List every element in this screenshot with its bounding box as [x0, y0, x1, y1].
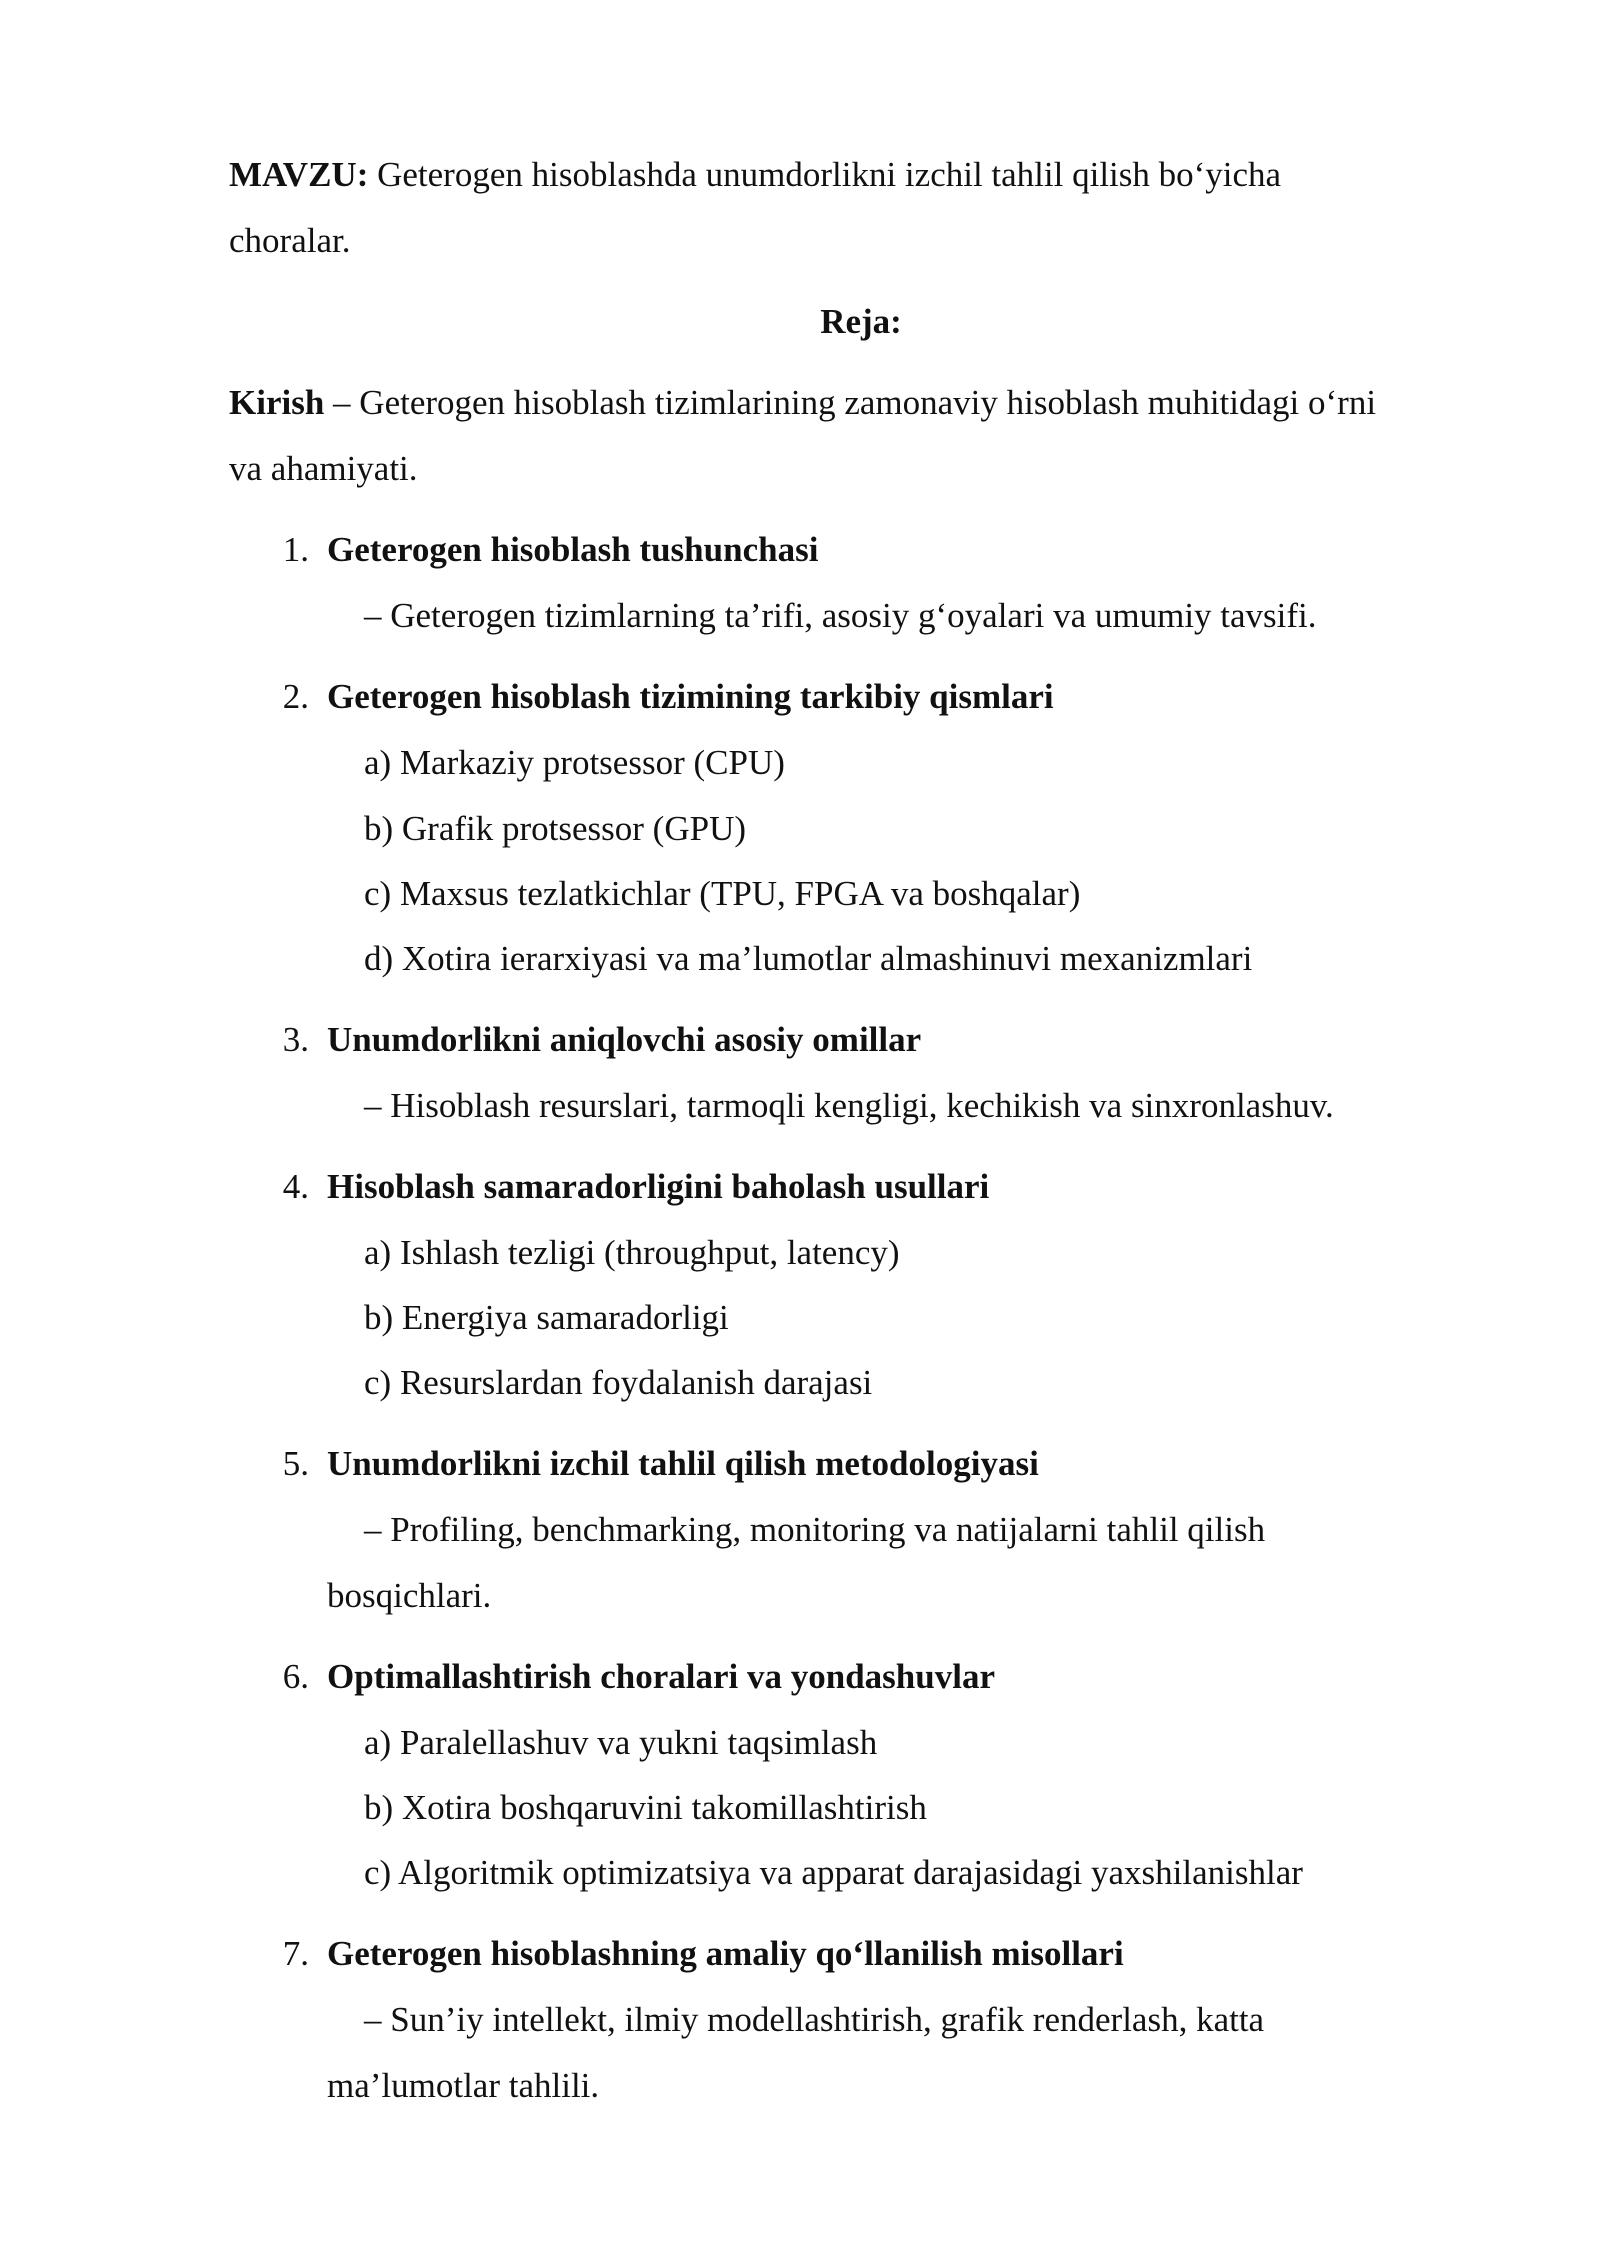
section-3-number: 3. — [282, 1020, 309, 1059]
section-4-item-b: b) Energiya samaradorligi — [364, 1298, 729, 1337]
section-2-item-d: d) Xotira ierarxiyasi va ma’lumotlar almashinuvi mexanizmlari — [364, 939, 1253, 978]
plan-title: Reja: — [820, 302, 902, 341]
section-1-number: 1. — [282, 530, 309, 569]
section-1-item-1: – Geterogen tizimlarning ta’rifi, asosiy g‘oyalari va umumiy tavsifi. — [364, 596, 1317, 635]
section-1-title: Geterogen hisoblash tushunchasi — [327, 530, 819, 569]
section-4-number: 4. — [282, 1167, 309, 1206]
section-7-number: 7. — [282, 1934, 309, 1973]
intro-label: Kirish — [229, 383, 325, 422]
intro-text-line-2: va ahamiyati. — [229, 449, 418, 488]
section-6-number: 6. — [282, 1657, 309, 1696]
section-5-title: Unumdorlikni izchil tahlil qilish metodologiyasi — [327, 1444, 1039, 1483]
section-4-item-a: a) Ishlash tezligi (throughput, latency) — [364, 1233, 900, 1272]
section-4-title: Hisoblash samaradorligini baholash usullari — [327, 1167, 990, 1206]
section-5-item-1: – Profiling, benchmarking, monitoring va natijalarni tahlil qilish — [364, 1510, 1266, 1549]
section-2-number: 2. — [282, 677, 309, 716]
topic-text-line-1: Geterogen hisoblashda unumdorlikni izchil tahlil qilish bo‘yicha — [377, 155, 1282, 194]
section-6-item-b: b) Xotira boshqaruvini takomillashtirish — [364, 1788, 927, 1827]
section-3-title: Unumdorlikni aniqlovchi asosiy omillar — [327, 1020, 922, 1059]
section-5-continuation: bosqichlari. — [327, 1576, 492, 1615]
section-6-title: Optimallashtirish choralari va yondashuvlar — [327, 1657, 995, 1696]
section-6-item-c: c) Algoritmik optimizatsiya va apparat darajasidagi yaxshilanishlar — [364, 1853, 1303, 1892]
topic-text-line-2: choralar. — [229, 221, 351, 260]
section-2-title: Geterogen hisoblash tizimining tarkibiy qismlari — [327, 677, 1054, 716]
section-6-item-a: a) Paralellashuv va yukni taqsimlash — [364, 1723, 878, 1762]
intro-line-1 — [229, 370, 1376, 436]
intro-text-line-1: – Geterogen hisoblash tizimlarining zamonaviy hisoblash muhitidagi o‘rni — [333, 383, 1377, 422]
section-2-item-a: a) Markaziy protsessor (CPU) — [364, 743, 785, 782]
section-2-item-c: c) Maxsus tezlatkichlar (TPU, FPGA va boshqalar) — [364, 874, 1081, 913]
section-7-continuation: ma’lumotlar tahlili. — [327, 2066, 600, 2105]
topic-label: MAVZU: — [229, 155, 369, 194]
section-5-number: 5. — [282, 1444, 309, 1483]
topic-line-1 — [229, 142, 1281, 208]
section-7-title: Geterogen hisoblashning amaliy qo‘llanilish misollari — [327, 1934, 1124, 1973]
section-7-item-1: – Sun’iy intellekt, ilmiy modellashtirish, grafik renderlash, katta — [364, 2000, 1265, 2039]
section-2-item-b: b) Grafik protsessor (GPU) — [364, 809, 747, 848]
section-4-item-c: c) Resurslardan foydalanish darajasi — [364, 1363, 873, 1402]
section-3-item-1: – Hisoblash resurslari, tarmoqli kengligi, kechikish va sinxronlashuv. — [364, 1086, 1334, 1125]
